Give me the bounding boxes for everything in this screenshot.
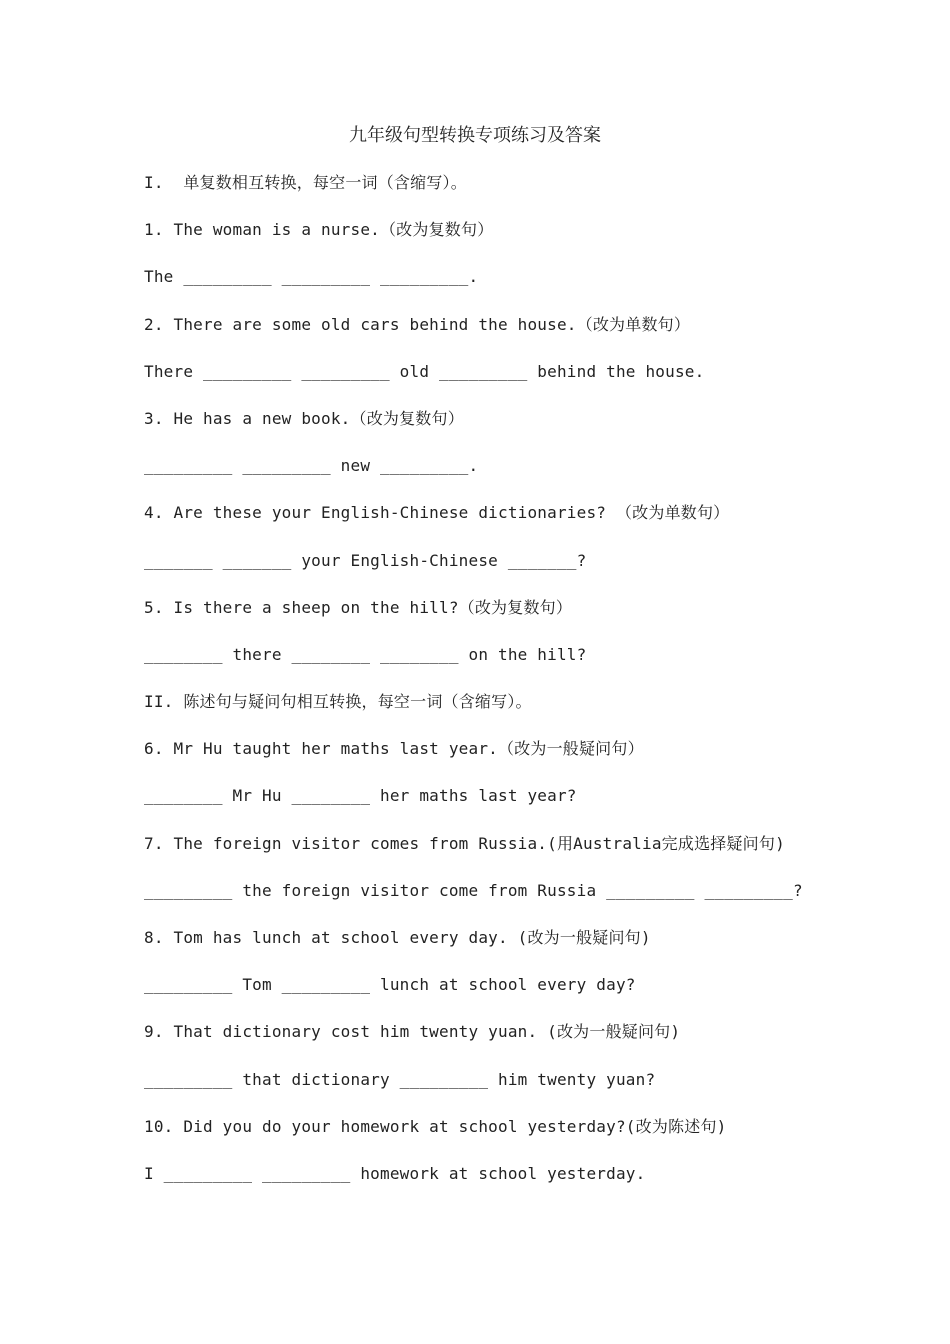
- question-7: 7. The foreign visitor comes from Russia.(用Australia完成选择疑问句): [144, 833, 785, 853]
- answer-line-3: _________ _________ new _________.: [144, 456, 479, 476]
- question-4: 4. Are these your English-Chinese dictionaries? （改为单数句）: [144, 503, 730, 523]
- exercise-list: [144, 170, 844, 1208]
- answer-line-5: ________ there ________ ________ on the hill?: [144, 644, 587, 664]
- question-8: 8. Tom has lunch at school every day. (改为一般疑问句): [144, 928, 651, 947]
- document-title: 九年级句型转换专项练习及答案: [349, 125, 601, 146]
- answer-line-10: I _________ _________ homework at school yesterday.: [144, 1163, 646, 1183]
- question-5: 5. Is there a sheep on the hill?（改为复数句）: [144, 597, 573, 617]
- question-9: 9. That dictionary cost him twenty yuan. (改为一般疑问句): [144, 1022, 681, 1042]
- answer-line-9: _________ that dictionary _________ him twenty yuan?: [144, 1069, 656, 1089]
- question-3: 3. He has a new book.（改为复数句）: [144, 408, 464, 428]
- answer-line-2: There _________ _________ old _________ behind the house.: [144, 361, 705, 381]
- section-heading-1: I. 单复数相互转换，每空一词（含缩写）。: [144, 173, 467, 192]
- answer-line-7: _________ the foreign visitor come from Russia _________ _________?: [144, 880, 803, 900]
- answer-line-1: The _________ _________ _________.: [144, 267, 479, 287]
- question-6: 6. Mr Hu taught her maths last year.（改为一般疑问句）: [144, 739, 644, 759]
- question-2: 2. There are some old cars behind the house.（改为单数句）: [144, 314, 691, 334]
- answer-line-6: ________ Mr Hu ________ her maths last year?: [144, 786, 577, 806]
- question-1: 1. The woman is a nurse.（改为复数句）: [144, 220, 494, 240]
- section-heading-2: II. 陈述句与疑问句相互转换，每空一词（含缩写）。: [144, 692, 532, 712]
- question-10: 10. Did you do your homework at school yesterday?(改为陈述句): [144, 1116, 727, 1136]
- answer-line-8: _________ Tom _________ lunch at school every day?: [144, 975, 636, 995]
- answer-line-4: _______ _______ your English-Chinese _______?: [144, 550, 587, 570]
